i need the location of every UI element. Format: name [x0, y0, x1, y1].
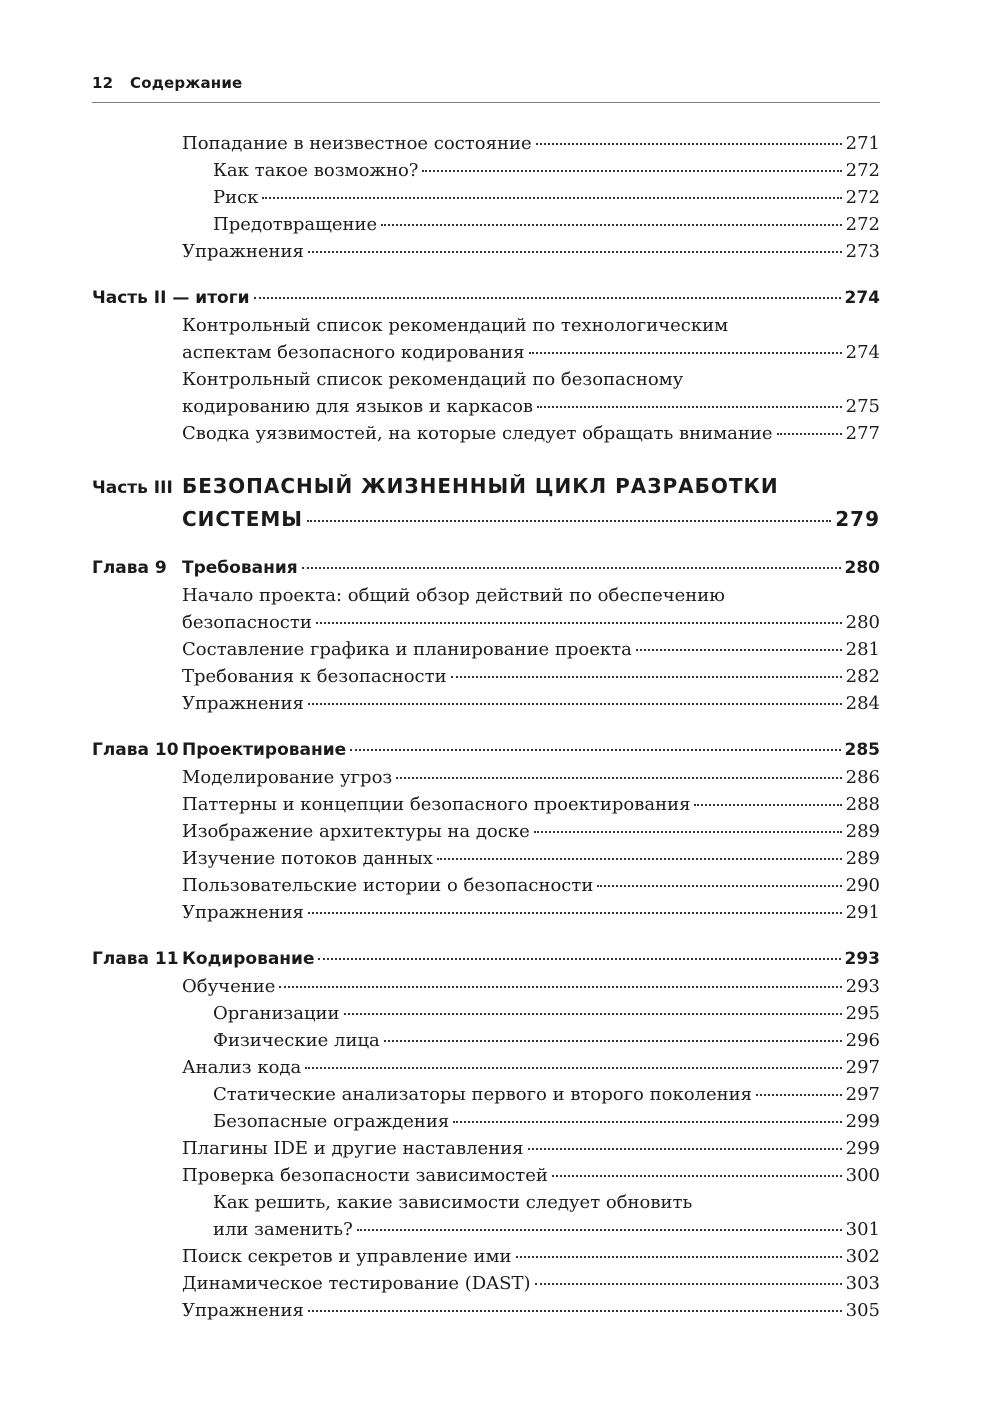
toc-entry-page: 291 — [845, 902, 880, 923]
toc-entry-title: Моделирование угроз — [182, 767, 393, 788]
toc-entry-title: Составление графика и планирование проекта — [182, 639, 632, 660]
toc-entry[interactable] — [182, 130, 880, 157]
chapter-label: Глава 9 — [92, 558, 167, 578]
toc-entry-page: 282 — [845, 666, 880, 687]
toc-entry[interactable] — [182, 818, 880, 845]
toc-entry-title: Статические анализаторы первого и второго поколения — [213, 1084, 752, 1105]
dot-leader — [381, 224, 841, 226]
toc-entry-title: Сводка уязвимостей, на которые следует обращать внимание — [182, 423, 773, 444]
page-number: 12 — [92, 74, 114, 92]
toc-entry-page: 272 — [845, 214, 880, 235]
dot-leader — [534, 831, 842, 833]
toc-entry-page: 301 — [845, 1219, 880, 1240]
dot-leader — [529, 352, 842, 354]
dot-leader — [318, 958, 840, 960]
toc-entry-title: Попадание в неизвестное состояние — [182, 133, 532, 154]
toc-entry-page: 305 — [845, 1300, 880, 1321]
dot-leader — [694, 804, 841, 806]
toc-entry-page: 302 — [845, 1246, 880, 1267]
toc-entry[interactable] — [182, 690, 880, 717]
toc-entry-page: 280 — [845, 612, 880, 633]
dot-leader — [308, 251, 842, 253]
toc-entry[interactable] — [182, 899, 880, 926]
toc-entry-page: 293 — [845, 976, 880, 997]
toc-entry-title: Поиск секретов и управление ими — [182, 1246, 512, 1267]
toc-entry-line1[interactable]: Как решить, какие зависимости следует обновить — [213, 1192, 693, 1213]
toc-entry-title: Безопасные ограждения — [213, 1111, 450, 1132]
toc-entry[interactable] — [213, 184, 880, 211]
toc-entry[interactable] — [182, 1243, 880, 1270]
toc-entry[interactable] — [182, 1135, 880, 1162]
toc-entry[interactable] — [182, 872, 880, 899]
toc-entry[interactable] — [182, 609, 880, 636]
dot-leader — [597, 885, 841, 887]
part-label: Часть III — [92, 478, 173, 498]
chapter-title: Кодирование — [182, 949, 315, 969]
toc-entry[interactable] — [182, 1054, 880, 1081]
header-rule — [92, 102, 880, 103]
toc-entry-title: Риск — [213, 187, 259, 208]
toc-entry-title: Упражнения — [182, 693, 304, 714]
dot-leader — [302, 567, 841, 569]
dot-leader — [350, 749, 840, 751]
chapter-page: 285 — [844, 740, 880, 760]
dot-leader — [552, 1175, 842, 1177]
toc-entry-page: 288 — [845, 794, 880, 815]
dot-leader — [384, 1040, 842, 1042]
toc-entry[interactable] — [213, 1108, 880, 1135]
toc-entry-title: Изучение потоков данных — [182, 848, 433, 869]
toc-entry-page: 284 — [845, 693, 880, 714]
dot-leader — [636, 649, 842, 651]
toc-entry[interactable] — [182, 238, 880, 265]
dot-leader — [357, 1229, 842, 1231]
toc-entry-page: 281 — [845, 639, 880, 660]
toc-entry-page: 303 — [845, 1273, 880, 1294]
dot-leader — [451, 676, 842, 678]
toc-entry-page: 286 — [845, 767, 880, 788]
table-of-contents — [92, 130, 880, 1324]
chapter-title: Проектирование — [182, 740, 347, 760]
part-summary-heading[interactable] — [92, 285, 880, 312]
toc-entry-title: Предотвращение — [213, 214, 378, 235]
dot-leader — [305, 1067, 841, 1069]
toc-entry-title: Как такое возможно? — [213, 160, 419, 181]
dot-leader — [344, 1013, 842, 1015]
toc-entry-page: 289 — [845, 821, 880, 842]
toc-entry-title: аспектам безопасного кодирования — [182, 342, 525, 363]
toc-entry-title: или заменить? — [213, 1219, 353, 1240]
dot-leader — [396, 777, 841, 779]
toc-entry[interactable] — [213, 1081, 880, 1108]
toc-entry-title: Плагины IDE и другие наставления — [182, 1138, 524, 1159]
toc-entry-title: Упражнения — [182, 241, 304, 262]
toc-entry[interactable] — [213, 157, 880, 184]
toc-entry[interactable] — [182, 636, 880, 663]
chapter-heading[interactable] — [92, 946, 880, 973]
toc-entry-page: 295 — [845, 1003, 880, 1024]
dot-leader — [254, 297, 841, 299]
dot-leader — [756, 1094, 842, 1096]
dot-leader — [307, 520, 831, 522]
toc-entry-title: Проверка безопасности зависимостей — [182, 1165, 548, 1186]
toc-entry-page: 273 — [845, 241, 880, 262]
chapter-label: Глава 11 — [92, 949, 179, 969]
toc-entry-page: 296 — [845, 1030, 880, 1051]
toc-entry[interactable] — [213, 1000, 880, 1027]
chapter-title: Требования — [182, 558, 298, 578]
dot-leader — [262, 197, 841, 199]
toc-entry-page: 290 — [845, 875, 880, 896]
toc-entry[interactable] — [182, 420, 880, 447]
toc-entry-line1[interactable]: Начало проекта: общий обзор действий по обеспечению — [182, 585, 725, 606]
dot-leader — [528, 1148, 842, 1150]
running-title: Содержание — [130, 74, 243, 92]
dot-leader — [437, 858, 842, 860]
dot-leader — [308, 1310, 842, 1312]
toc-entry[interactable] — [182, 845, 880, 872]
toc-entry-page: 297 — [845, 1057, 880, 1078]
dot-leader — [536, 143, 842, 145]
toc-entry-title: Физические лица — [213, 1030, 380, 1051]
toc-entry-title: Изображение архитектуры на доске — [182, 821, 530, 842]
dot-leader — [279, 986, 841, 988]
toc-entry-title: безопасности — [182, 612, 312, 633]
part-title-line2: СИСТЕМЫ — [182, 507, 304, 531]
toc-entry-page: 271 — [845, 133, 880, 154]
toc-entry-line1[interactable]: Контрольный список рекомендаций по технологическим — [182, 315, 729, 336]
toc-entry-page: 299 — [845, 1111, 880, 1132]
toc-entry[interactable] — [182, 1270, 880, 1297]
part-title-line1: БЕЗОПАСНЫЙ ЖИЗНЕННЫЙ ЦИКЛ РАЗРАБОТКИ — [182, 474, 779, 498]
chapter-heading[interactable] — [92, 737, 880, 764]
toc-entry[interactable] — [182, 764, 880, 791]
toc-entry[interactable] — [182, 791, 880, 818]
dot-leader — [316, 622, 842, 624]
toc-entry-title: Упражнения — [182, 902, 304, 923]
dot-leader — [535, 1283, 842, 1285]
chapter-page: 293 — [844, 949, 880, 969]
toc-entry[interactable] — [213, 1027, 880, 1054]
part-heading-continued[interactable] — [182, 503, 880, 535]
toc-entry[interactable] — [182, 393, 880, 420]
toc-entry-page: 272 — [845, 160, 880, 181]
toc-entry[interactable] — [182, 1162, 880, 1189]
toc-entry-line1[interactable]: Контрольный список рекомендаций по безопасному — [182, 369, 684, 390]
toc-entry[interactable] — [213, 1216, 880, 1243]
toc-entry-page: 275 — [845, 396, 880, 417]
toc-entry-page: 297 — [845, 1084, 880, 1105]
toc-entry-title: Организации — [213, 1003, 340, 1024]
toc-entry[interactable] — [182, 1297, 880, 1324]
dot-leader — [422, 170, 841, 172]
dot-leader — [516, 1256, 842, 1258]
toc-entry-page: 274 — [845, 342, 880, 363]
dot-leader — [308, 912, 842, 914]
dot-leader — [777, 433, 842, 435]
part-page: 279 — [835, 507, 880, 531]
dot-leader — [308, 703, 842, 705]
toc-entry-title: Пользовательские истории о безопасности — [182, 875, 594, 896]
toc-entry-title: Паттерны и концепции безопасного проектирования — [182, 794, 691, 815]
toc-entry[interactable] — [213, 211, 880, 238]
toc-entry-page: 289 — [845, 848, 880, 869]
part-summary-page: 274 — [844, 288, 880, 308]
toc-entry-title: Обучение — [182, 976, 276, 997]
chapter-heading[interactable] — [92, 555, 880, 582]
toc-entry[interactable] — [182, 663, 880, 690]
part-summary-title: Часть II — итоги — [92, 288, 250, 308]
toc-entry-page: 299 — [845, 1138, 880, 1159]
toc-entry-page: 277 — [845, 423, 880, 444]
toc-entry-title: Требования к безопасности — [182, 666, 447, 687]
chapter-label: Глава 10 — [92, 740, 179, 760]
toc-entry-title: кодированию для языков и каркасов — [182, 396, 534, 417]
toc-entry-page: 272 — [845, 187, 880, 208]
toc-entry[interactable] — [182, 973, 880, 1000]
toc-entry-title: Упражнения — [182, 1300, 304, 1321]
chapter-page: 280 — [844, 558, 880, 578]
toc-entry[interactable] — [182, 339, 880, 366]
running-head — [92, 74, 880, 92]
toc-entry-page: 300 — [845, 1165, 880, 1186]
toc-entry-title: Динамическое тестирование (DAST) — [182, 1273, 531, 1294]
dot-leader — [537, 406, 842, 408]
dot-leader — [453, 1121, 841, 1123]
part-heading[interactable] — [92, 469, 880, 503]
toc-entry-title: Анализ кода — [182, 1057, 302, 1078]
